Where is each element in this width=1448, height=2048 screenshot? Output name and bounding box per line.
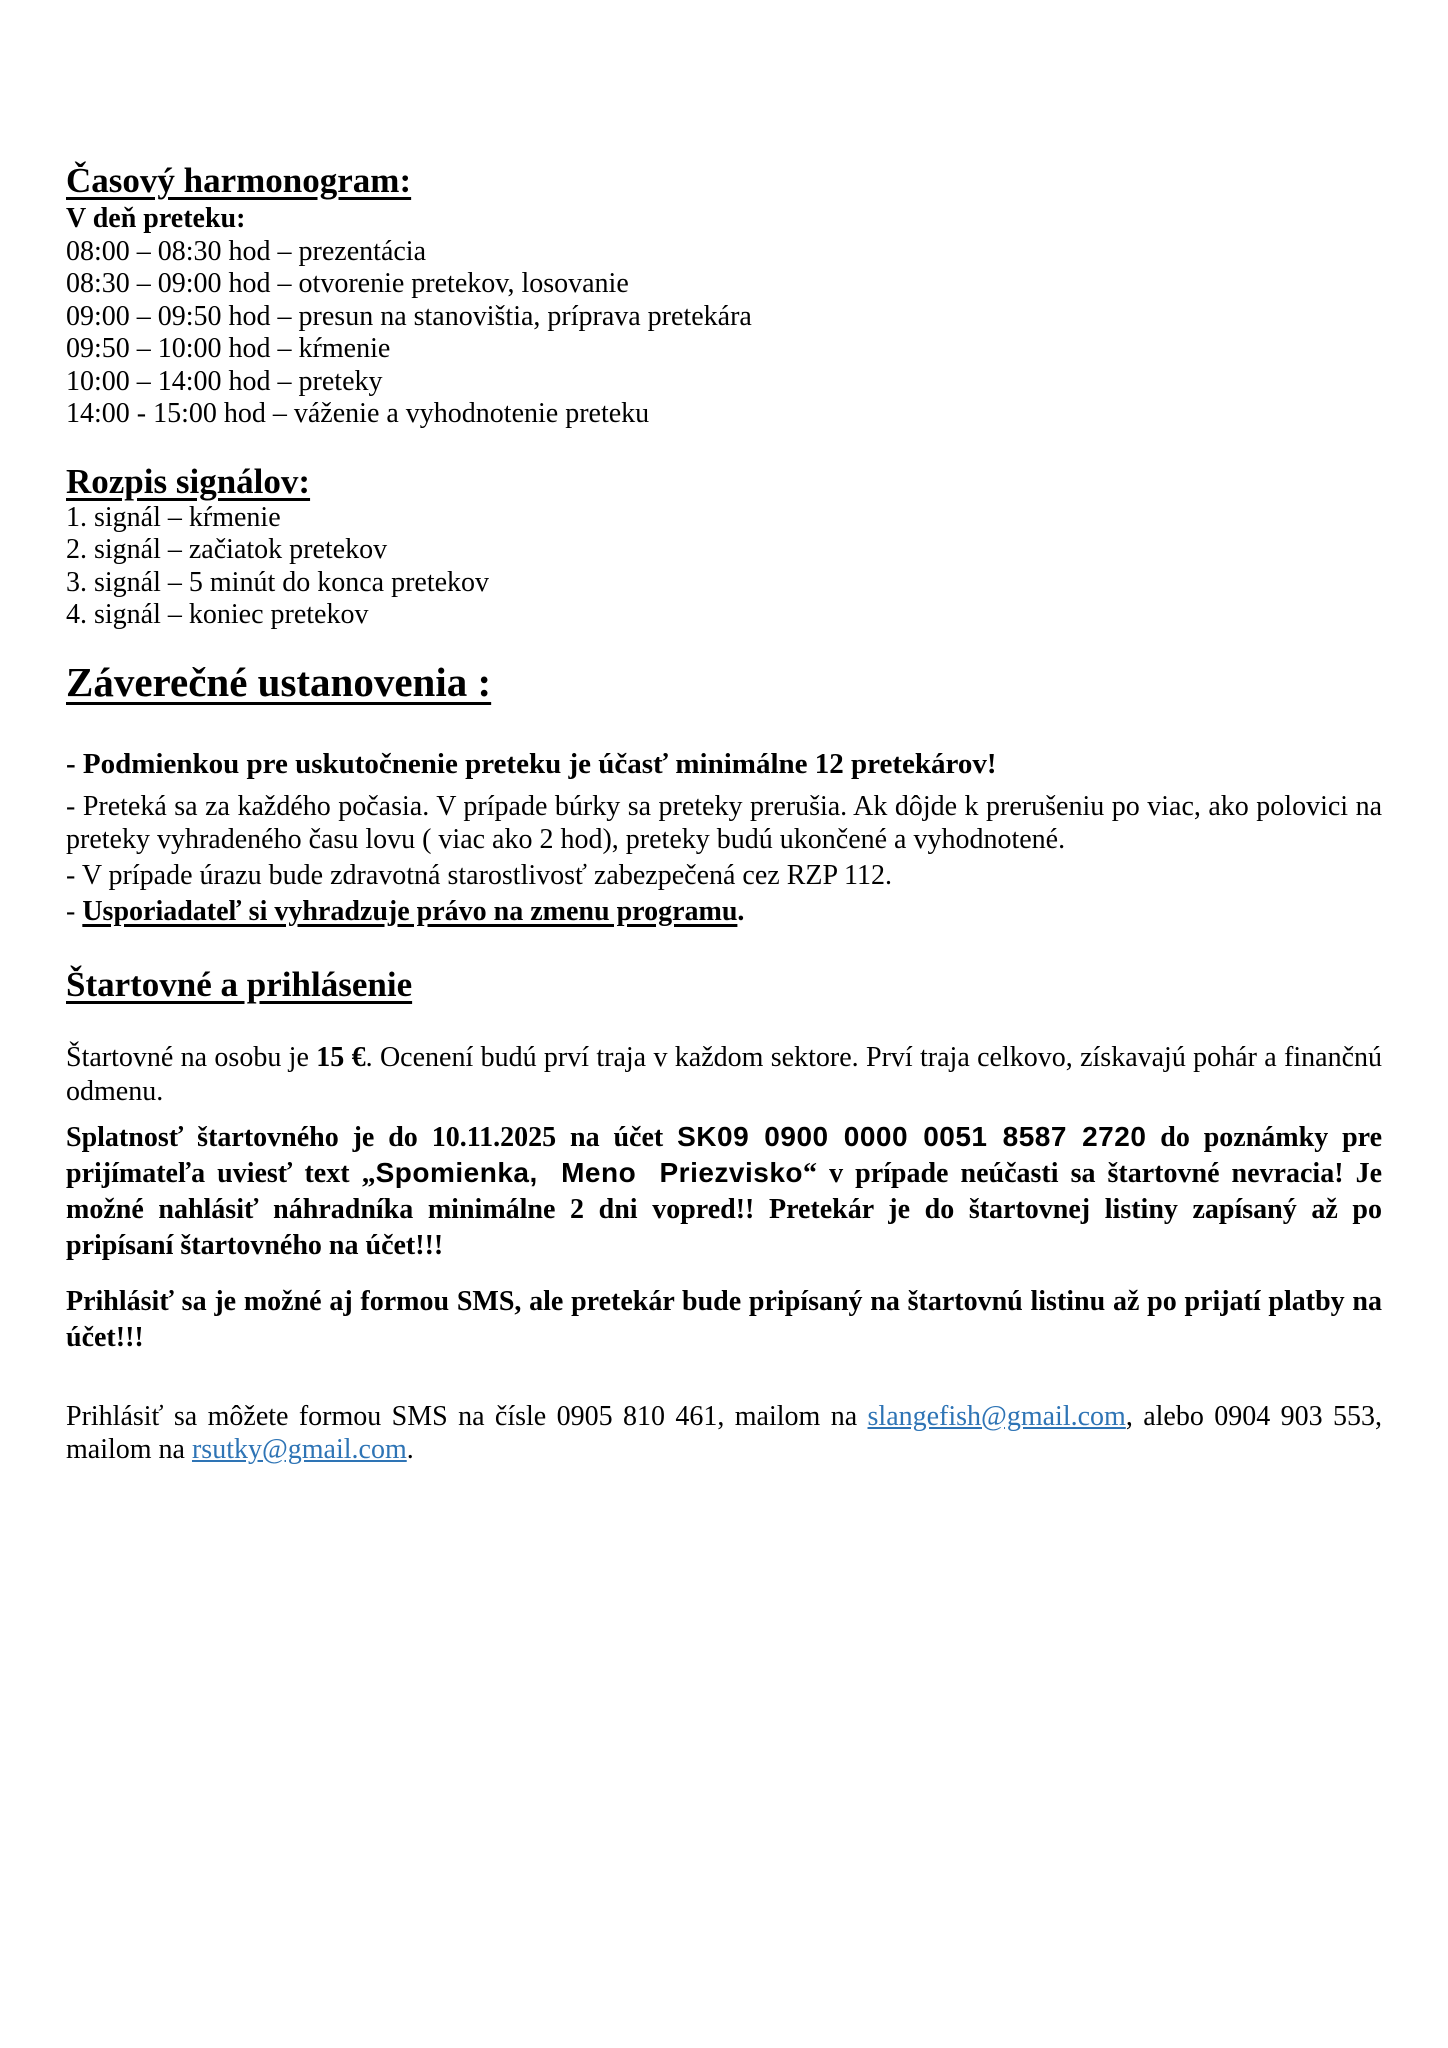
timetable-line: 09:00 – 09:50 hod – presun na stanovištia, príprava pretekára <box>66 300 752 332</box>
email-link-slangefish[interactable]: slangefish@gmail.com <box>867 1400 1126 1432</box>
timetable-line: 14:00 - 15:00 hod – váženie a vyhodnotenie preteku <box>66 398 650 430</box>
bank-account-number: SK09 0900 0000 0051 8587 2720 <box>677 1120 1147 1152</box>
organizer-provision-prefix: - <box>66 895 83 927</box>
fee-paragraph <box>66 1041 1382 1108</box>
entry-fee-heading: Štartovné a prihlásenie <box>66 965 413 1005</box>
contact-text-end: . <box>406 1434 414 1466</box>
contact-paragraph <box>66 1400 1382 1467</box>
payment-text-end: “ v prípade neúčasti sa štartovné nevracia! Je možné nahlásiť náhradníka minimálne 2 dni vopred!! Pretekár je do štartovnej listiny zapísaný až po pripísaní štartovného na účet!!! <box>66 1158 1382 1262</box>
timetable-line: 08:00 – 08:30 hod – prezentácia <box>66 235 427 267</box>
timetable-line: 09:50 – 10:00 hod – kŕmenie <box>66 333 391 365</box>
fee-text-continued: . Ocenení budú prví traja v každom sektore. Prví traja celkovo, získavajú pohár a finančnú odmenu. <box>66 1042 1383 1107</box>
timetable-heading: Časový harmonogram: <box>66 161 412 200</box>
signals-heading: Rozpis signálov: <box>66 461 311 501</box>
signal-line: 1. signál – kŕmenie <box>66 501 281 533</box>
payment-paragraph <box>66 1119 1382 1264</box>
signal-line: 2. signál – začiatok pretekov <box>66 534 388 566</box>
weather-provision: - Preteká sa za každého počasia. V prípade búrky sa preteky prerušia. Ak dôjde k prerušeniu po viac, ako polovici na preteky vyhradeného času lovu ( viac ako 2 hod), preteky budú ukončené a vyhodnotené. <box>66 790 1382 856</box>
organizer-provision-suffix: . <box>737 895 745 927</box>
medical-provision: - V prípade úrazu bude zdravotná starostlivosť zabezpečená cez RZP 112. <box>66 859 892 891</box>
payment-reference-text: Spomienka, Meno Priezvisko <box>375 1157 804 1189</box>
signal-line: 3. signál – 5 minút do konca pretekov <box>66 566 490 598</box>
minimum-participants-note: - Podmienkou pre uskutočnenie preteku je účasť minimálne 12 pretekárov! <box>66 747 997 780</box>
contact-text-continued: , alebo 0904 903 553, mailom na <box>66 1400 1382 1466</box>
email-link-rsutky[interactable]: rsutky@gmail.com <box>191 1434 407 1466</box>
payment-text: Splatnosť štartovného je do 10.11.2025 na účet <box>66 1121 678 1153</box>
timetable-subheading: V deň preteku: <box>66 203 246 235</box>
fee-text: Štartovné na osobu je <box>66 1042 317 1074</box>
contact-text: Prihlásiť sa môžete formou SMS na čísle 0905 810 461, mailom na <box>66 1400 868 1432</box>
timetable-line: 08:30 – 09:00 hod – otvorenie pretekov, losovanie <box>66 268 629 300</box>
organizer-provision-underlined: Usporiadateľ si vyhradzuje právo na zmenu programu <box>82 895 738 927</box>
signal-line: 4. signál – koniec pretekov <box>66 599 369 631</box>
organizer-provision <box>66 895 1382 929</box>
section-entry-fee <box>66 964 1382 1467</box>
section-final-provisions <box>66 658 1382 928</box>
final-provisions-heading: Záverečné ustanovenia : <box>66 658 492 705</box>
timetable-line: 10:00 – 14:00 hod – preteky <box>66 365 383 397</box>
section-timetable <box>66 160 1382 431</box>
sms-registration-note: Prihlásiť sa je možné aj formou SMS, ale pretekár bude pripísaný na štartovnú listinu až po prijatí platby na účet!!! <box>66 1285 1382 1353</box>
fee-amount: 15 € <box>316 1042 366 1074</box>
section-signals <box>66 461 1382 632</box>
payment-text-continued: do poznámky pre prijímateľa uviesť text „ <box>66 1121 1382 1190</box>
